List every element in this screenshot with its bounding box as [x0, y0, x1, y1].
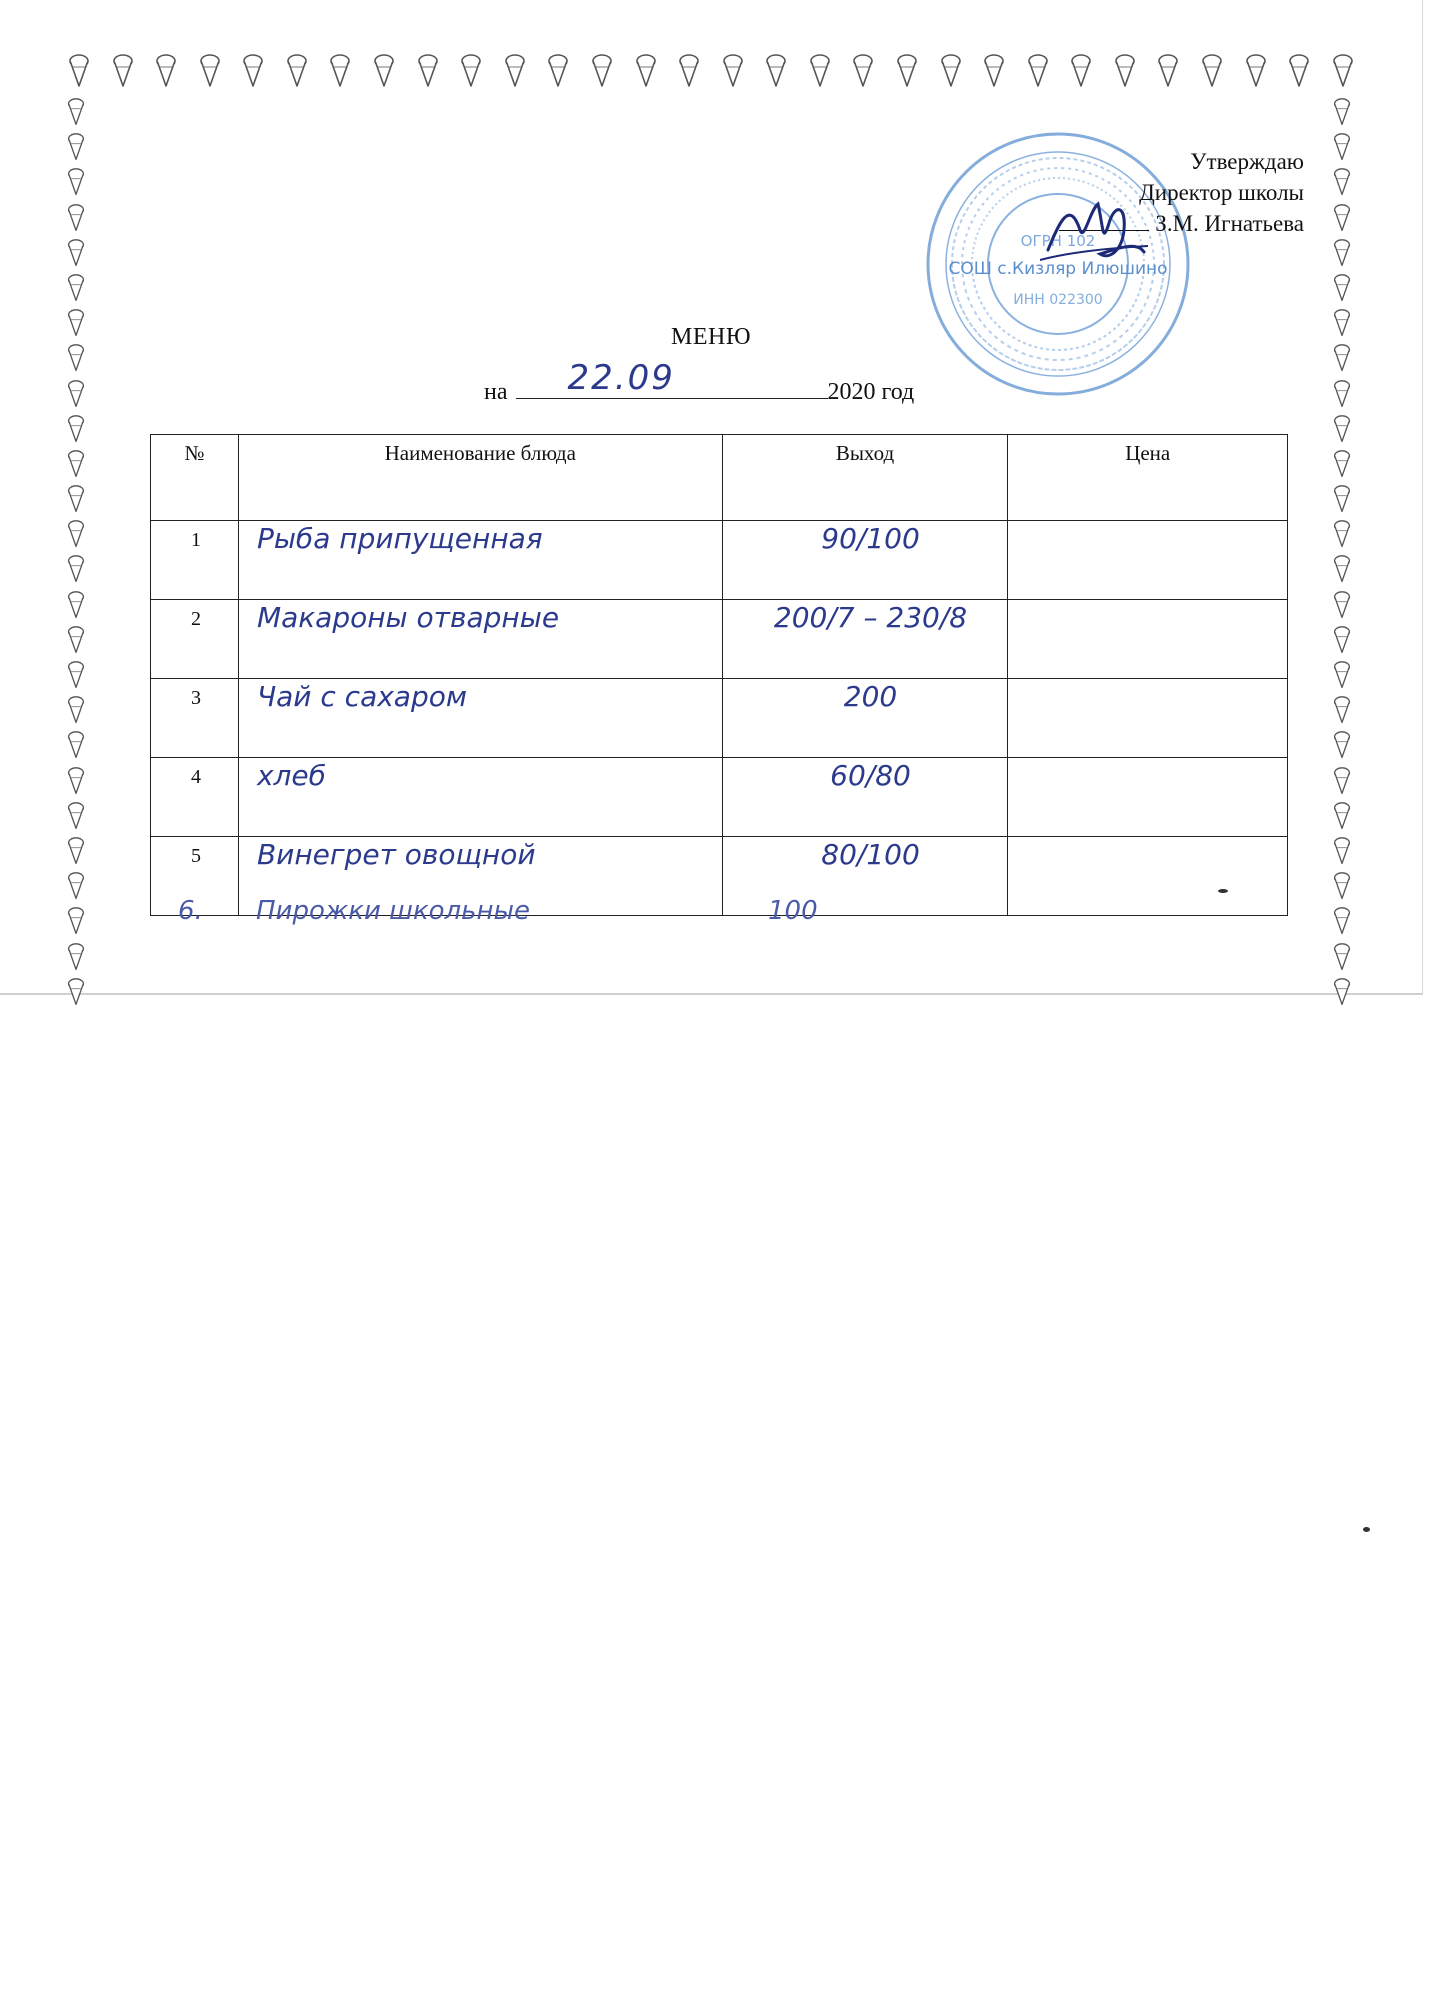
border-cone-icon — [1332, 943, 1358, 971]
border-cone-icon — [1332, 485, 1358, 513]
director-position: Директор школы — [1139, 180, 1304, 205]
border-cone-icon — [66, 485, 92, 513]
svg-text:ИНН 022300: ИНН 022300 — [1013, 292, 1103, 308]
border-cone-icon — [940, 54, 962, 94]
table-row — [151, 679, 1288, 758]
handwritten-date: 22.09 — [567, 358, 675, 398]
border-cone-icon — [68, 54, 90, 94]
row-yield: 200 — [722, 679, 1008, 758]
border-cone-icon — [66, 98, 92, 126]
border-cone-icon — [1288, 54, 1310, 94]
border-cone-icon — [1332, 696, 1358, 724]
border-cone-icon — [983, 54, 1005, 94]
row-dish: Макароны отварные — [238, 600, 722, 679]
row-yield: 90/100 — [722, 521, 1008, 600]
approve-label: Утверждаю — [1190, 149, 1304, 174]
extra-row-yield: 100 — [768, 896, 818, 926]
table-header-row — [151, 435, 1288, 521]
border-cone-icon — [1332, 907, 1358, 935]
border-cone-icon — [199, 54, 221, 94]
border-cone-icon — [1332, 520, 1358, 548]
border-cone-icon — [66, 555, 92, 583]
border-cone-icon — [1332, 98, 1358, 126]
border-cone-icon — [112, 54, 134, 94]
table-row — [151, 758, 1288, 837]
border-cone-icon — [1332, 802, 1358, 830]
border-cone-icon — [1332, 204, 1358, 232]
row-number: 5 — [151, 837, 239, 916]
border-cone-icon — [66, 661, 92, 689]
border-cone-icon — [1332, 767, 1358, 795]
border-cone-icon — [66, 168, 92, 196]
row-price — [1008, 600, 1288, 679]
border-cone-icon — [1332, 731, 1358, 759]
border-cone-icon — [1332, 415, 1358, 443]
border-cone-icon — [460, 54, 482, 94]
border-cone-icon — [329, 54, 351, 94]
menu-title: МЕНЮ — [671, 324, 751, 350]
border-cone-icon — [635, 54, 657, 94]
row-yield: 60/80 — [722, 758, 1008, 837]
border-cone-icon — [1332, 978, 1358, 1006]
border-cone-icon — [1332, 450, 1358, 478]
row-number: 2 — [151, 600, 239, 679]
handwritten-extra-row — [178, 896, 1178, 946]
row-yield: 200/7 – 230/8 — [722, 600, 1008, 679]
border-cone-icon — [1070, 54, 1092, 94]
border-cone-icon — [66, 380, 92, 408]
border-cone-icon — [66, 872, 92, 900]
border-cone-icon — [1332, 872, 1358, 900]
menu-date-line — [484, 358, 915, 406]
row-dish: Чай с сахаром — [238, 679, 722, 758]
scanned-sheet — [0, 0, 1423, 995]
border-cone-icon — [809, 54, 831, 94]
row-dish: хлеб — [238, 758, 722, 837]
border-cone-icon — [504, 54, 526, 94]
director-signature — [1040, 190, 1150, 270]
border-cone-icon — [1332, 133, 1358, 161]
header-yield: Выход — [722, 435, 1008, 521]
border-cone-icon — [1332, 837, 1358, 865]
border-cone-icon — [852, 54, 874, 94]
row-dish: Винегрет овощной — [238, 837, 722, 916]
table-row — [151, 521, 1288, 600]
border-cone-icon — [66, 274, 92, 302]
border-cone-icon — [1332, 555, 1358, 583]
stamp-text: СОШ с.Кизляр Илюшино — [948, 259, 1168, 279]
date-prefix: на — [484, 379, 508, 405]
decorative-border-right — [1332, 98, 1358, 1006]
border-cone-icon — [1332, 626, 1358, 654]
date-blank — [516, 358, 828, 399]
border-cone-icon — [417, 54, 439, 94]
row-price — [1008, 758, 1288, 837]
border-cone-icon — [1332, 661, 1358, 689]
header-dish: Наименование блюда — [238, 435, 722, 521]
border-cone-icon — [286, 54, 308, 94]
border-cone-icon — [1201, 54, 1223, 94]
border-cone-icon — [66, 450, 92, 478]
border-cone-icon — [66, 802, 92, 830]
border-cone-icon — [242, 54, 264, 94]
menu-table — [150, 434, 1288, 916]
decorative-border-top — [68, 54, 1354, 94]
header-price: Цена — [1008, 435, 1288, 521]
row-number: 1 — [151, 521, 239, 600]
border-cone-icon — [1332, 274, 1358, 302]
border-cone-icon — [66, 239, 92, 267]
border-cone-icon — [1114, 54, 1136, 94]
table-row — [151, 600, 1288, 679]
row-price — [1008, 679, 1288, 758]
border-cone-icon — [896, 54, 918, 94]
border-cone-icon — [66, 204, 92, 232]
border-cone-icon — [66, 520, 92, 548]
border-cone-icon — [373, 54, 395, 94]
border-cone-icon — [1332, 591, 1358, 619]
extra-row-number: 6. — [178, 896, 203, 926]
border-cone-icon — [155, 54, 177, 94]
border-cone-icon — [1332, 54, 1354, 94]
scan-speck — [1218, 889, 1228, 893]
border-cone-icon — [66, 978, 92, 1006]
border-cone-icon — [1245, 54, 1267, 94]
border-cone-icon — [591, 54, 613, 94]
decorative-border-left — [66, 98, 92, 1006]
border-cone-icon — [66, 626, 92, 654]
border-cone-icon — [66, 907, 92, 935]
border-cone-icon — [66, 415, 92, 443]
border-cone-icon — [678, 54, 700, 94]
date-suffix: 2020 год — [827, 379, 915, 405]
border-cone-icon — [547, 54, 569, 94]
border-cone-icon — [66, 591, 92, 619]
border-cone-icon — [66, 943, 92, 971]
border-cone-icon — [66, 767, 92, 795]
border-cone-icon — [1332, 239, 1358, 267]
border-cone-icon — [1027, 54, 1049, 94]
row-dish: Рыба припущенная — [238, 521, 722, 600]
svg-text:ОГРН 102: ОГРН 102 — [1020, 232, 1096, 250]
director-name: З.М. Игнатьева — [1155, 211, 1304, 236]
border-cone-icon — [1157, 54, 1179, 94]
border-cone-icon — [722, 54, 744, 94]
row-number: 4 — [151, 758, 239, 837]
row-price — [1008, 521, 1288, 600]
border-cone-icon — [1332, 380, 1358, 408]
scan-speck — [1363, 1527, 1370, 1532]
border-cone-icon — [66, 696, 92, 724]
border-cone-icon — [765, 54, 787, 94]
border-cone-icon — [66, 837, 92, 865]
border-cone-icon — [66, 133, 92, 161]
extra-row-dish: Пирожки школьные — [256, 896, 531, 926]
border-cone-icon — [66, 731, 92, 759]
row-number: 3 — [151, 679, 239, 758]
border-cone-icon — [1332, 168, 1358, 196]
header-number: № — [151, 435, 239, 521]
row-yield: 80/100 — [722, 837, 1008, 916]
